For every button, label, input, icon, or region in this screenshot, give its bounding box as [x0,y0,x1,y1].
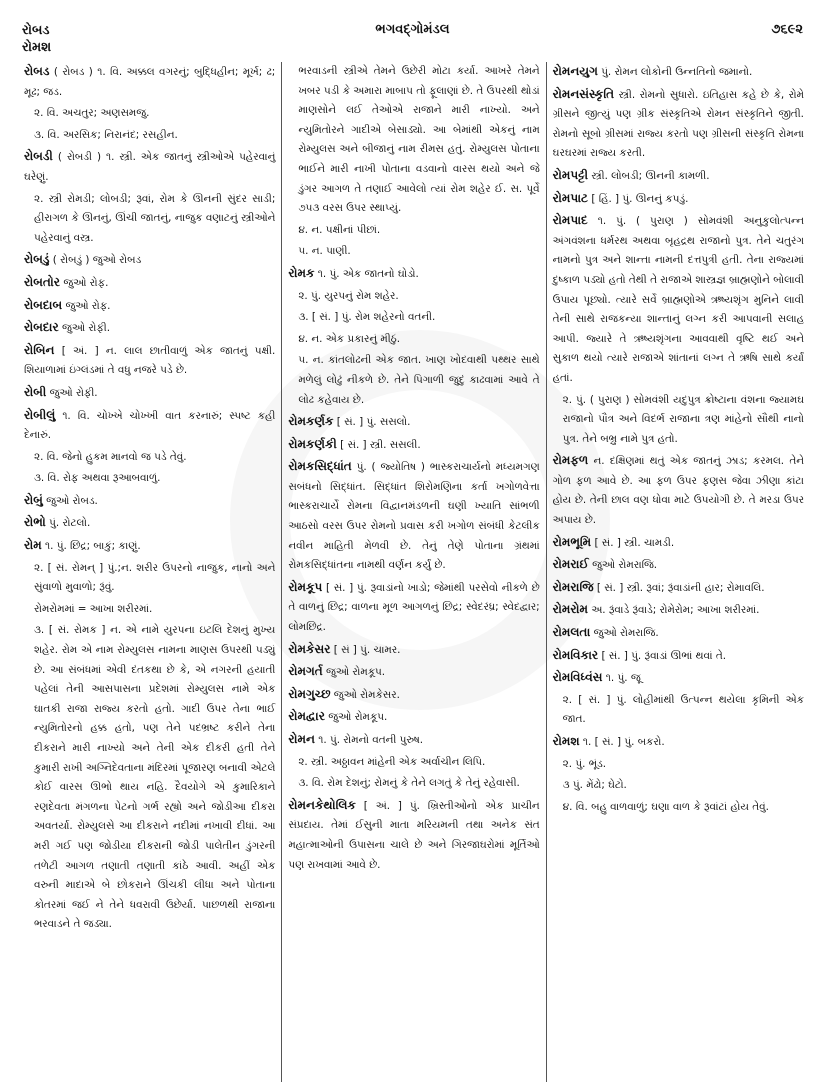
definition-text: [ સં. ] પું. રૂવાડાંનો ખાડો; જેમાંથી પરસેવો નીકળે છે તે વાળનું છિદ્ર; વાળના મૂળ આગળનું છિદ્ર; સ્વેદરંધ્ર; સ્વેદદ્વાર; લોમછિદ્ર. [288,581,540,634]
definition-text: ૨. વિ. અચતુર; અણસમજુ. [34,107,150,120]
entry-sense [288,351,539,410]
headword: રોબડ [24,64,50,78]
definition-text: ૨. વિ. જેનો હુકમ માનવો જ પડે તેવું. [34,450,187,463]
headword: રોમશ [552,734,580,748]
definition-text: ૧. પું. એક જાતનો ઘોડો. [317,267,419,280]
dictionary-entry [553,166,804,187]
headword: રોબદાબ [24,297,63,312]
headword: રોમક [288,265,315,280]
headword: રોમવિધ્વંસ [552,670,603,685]
definition-text: ૧. પું. જૂ [605,672,641,685]
definition-text: ૨. સ્ત્રી. અઠ્ઠાવન માંહેની એક અર્વાચીન લિપિ. [298,755,486,768]
definition-text: જુઓ રોફ. [63,276,109,289]
definition-text: ૨. પું. ( પુરાણ ) સોમવંશી યદુપુત્ર ક્રોષ્ટાના વંશના જ્યામઘ રાજાનો પૌત્ર અને વિદર્ભ રાજાના ત્રણ માંહેનો સૌથી નાનો પુત્ર. તેને બભ્રુ નામે પુત્ર હતો. [562,393,804,445]
dictionary-entry [553,211,804,388]
definition-text: ૧. પું. છિદ્ર; બાકું; કાણું. [45,540,141,553]
headword: રોમકર્ણકી [288,436,337,451]
entry-sense [24,600,275,620]
headword: રોમપાટ [552,190,589,205]
dictionary-entry [288,662,539,683]
dictionary-entry [24,536,275,557]
definition-text: ૧. પું. ( પુરાણ ) સોમવંશી અનુકુલોત્પન્ન અંગવંશના ધર્મરથ અથવા બૃહદ્રથ રાજાનો પુત્ર. તેને ચતુરંગ નામનો પુત્ર અને શાન્તા નામની દત્તપુત્રી હતી. તેના રાજ્યમાં દુષ્કાળ પડ્યો હતો તેથી તે રાજાએ શાસ્ત્રજ્ઞ બ્રાહ્મણોને બોલાવી ઉપાય પૂછ્યો. ત્યારે સર્વે બ્રાહ્મણોએ ઋષ્યશૃંગ મુનિને લાવી તેની સાથે રાજકન્યા શાન્તાનું લગ્ન કરી આપવાની સલાહ આપી. જ્યારે તે ઋષ્યશૃંગના આવવાથી વૃષ્ટિ થઈ અને સુકાળ થયો ત્યારે રાજાએ શાંતાનાં લગ્ન તે ઋષિ સાથે કર્યાં હતાં. [552,215,804,384]
entry-sense [288,753,539,773]
headword: રોબતોર [24,274,61,289]
definition-text: ન. દક્ષિણમાં થતું એક જાતનું ઝાડ; કરમલ. તેને ગોળ ફળ આવે છે. આ ફળ ઉપર ફણસ જેવા ઝીણા કાંટા હોય છે. તેની છાલ વણ ધોવા માટે ઉપયોગી છે. તે મરડા ઉપર અપાય છે. [552,455,804,527]
dictionary-entry [24,513,275,534]
entry-sense [288,62,539,219]
headword: રોબિન [24,342,55,357]
definition-text: [ સં. ] પું. સસલો. [336,416,411,429]
definition-text: જુઓ રોમકૂપ. [328,711,388,724]
definition-text: ૩ પું. મેંઢો; ઘેટો. [562,779,627,792]
dictionary-entry [553,85,804,164]
headword: રોબી [24,384,47,399]
headword: રોમનસંસ્કૃતિ [552,86,615,101]
dictionary-entry [553,533,804,554]
headword: રોબડી [24,149,53,164]
definition-text: ૨. પું. યુરપનું રોમ શહેર. [298,289,399,302]
definition-text: ૪. ન. પક્ષીનાં પીછાં. [298,223,381,236]
definition-text: ૫. ન. પાણી. [298,245,351,258]
definition-text: ૪. વિ. બહુ વાળવાળું; ઘણા વાળ કે રૂવાંટાં હોય તેવું. [562,800,769,813]
page-header [22,22,803,62]
entry-sense [553,798,804,818]
headword: રોમપટ્ટી [552,167,589,182]
guide-word-last: રોમશ [22,40,52,55]
definition-text: ( રોબડી ) ૧. સ્ત્રી. એક જાતનું સ્ત્રીઓએ પહેરવાનું ઘરેણું. [24,151,276,183]
definition-text: ૨. પું. ભૂંડ. [562,757,607,770]
dictionary-entry [24,62,275,102]
headword: રોમગુચ્છ [288,686,331,701]
definition-text: ૩. [ સં. રોમક ] ન. એ નામે યુરપના ઇટલિ દેશનું મુખ્ય શહેર. રોમ એ નામ રોમ્યુલસ નામના માણસ ઉપરથી પડ્યું છે. આ સંબંધમાં એવી દંતકથા છે કે, એ નગરની હયાતી પહેલાં તેની આસપાસના પ્રદેશમાં રોમ્યુલસ નામે એક ઘાતકી રાજા રાજ્ય કરતો હતો. ગાદી ઉપર તેના ભાઈ ન્યુમિતોરનો હક્ક હતો, પણ તેને પદભ્રષ્ટ કરીને તેના દીકરાને મારી નાખ્યો અને તેની એક દીકરી હતી તેને કુમારી રાખી અગ્નિદેવતાના મંદિરમાં પૂજારણ બનાવી એટલે કોઈ વારસ ઊભો થાય નહિ. દૈવયોગે એ કુમારિકાને રણદેવતા મંગળના પેટનો ગર્ભ રહ્યો અને જોડીઆ દીકરા અવતર્યા. રોમ્યુલસે આ દીકરાને નદીમાં નખાવી દીધાં. આ મરી ગઈ પણ જોડીયા દીકરાની જોડી પાલેતીન ડુંગરની તળેટી આગળ તણાતી તણાતી કાંઠે આવી. અહીં એક વરુની માદાએ બે છોકરાને ઊંચકી લીધા અને પોતાના કોતરમાં જઈ ને તેને ધવરાવી ઉછેર્યા. પાછળથી રાજાના ભરવાડને તે જડ્યા. [34,624,276,931]
definition-text: [ અં. ] ન. લાલ છાતીવાળું એક જાતનું પક્ષી. શિયાળામાં ઇંગ્લંડમાં તે વધુ નજરે પડે છે. [24,344,276,377]
entry-sense [24,559,275,598]
definition-text: ૨. [ સં. ] પું. લોહીમાંથી ઉત્પન્ન થયેલા કૃમિની એક જાત. [562,693,804,726]
headword: રોમલતા [552,625,591,640]
dictionary-entry [553,600,804,621]
entry-sense [288,221,539,241]
headword: રોમરાજિ [552,579,594,594]
headword: રોમદ્વાર [288,709,325,724]
entry-sense [24,621,275,935]
headword: રોમનકેથોલિક [288,797,356,812]
definition-text: પું. રોમન લોકોની ઉન્નતિનો જમાનો. [601,66,753,78]
entry-sense [288,287,539,307]
dictionary-entry [288,640,539,661]
dictionary-entry [553,732,804,753]
dictionary-entry [24,147,275,187]
definition-text: ( રોબડું ) જુઓ રોબડ [52,254,142,267]
definition-text: ૪. ન. એક પ્રકારનું મીઠું. [298,332,401,345]
headword: રોમન [288,732,315,746]
dictionary-entry [288,707,539,728]
definition-text: જુઓ રોફ. [65,299,111,312]
dictionary-entry [24,250,275,271]
definition-text: ૧. [ સં. ] પું. બકરો. [582,736,665,748]
entry-sense [24,104,275,124]
dictionary-entry [553,555,804,576]
entry-sense [553,391,804,450]
definition-text: [ હિં. ] પું. ઊનનું કપડું. [591,192,689,205]
dictionary-entry [288,685,539,706]
definition-text: ૩. વિ. રોમ દેશનું; રોમનું કે તેને લગતું કે તેનું રહેવાસી. [298,777,520,790]
headword: રોમનયુગ [552,64,598,78]
headword: રોભો [24,515,46,530]
definition-text: ૨. સ્ત્રી રોમડી; લોબડી; રૂવાં, રોમ કે ઊનની સુંદર સાડી; હીરાગળ કે ઊનનું, ઊંચી જાતનું, નાજુક વણાટનું સ્ત્રીઓને પહેરવાનું વસ્ત્ર. [34,192,276,244]
dictionary-entry [288,730,539,751]
definition-text: ૩. [ સં. ] પું. રોમ શહેરનો વતની. [298,311,436,324]
dictionary-entry [553,451,804,530]
dictionary-entry [288,435,539,456]
dictionary-entry [24,318,275,339]
dictionary-entry [288,796,539,875]
column-1 [18,62,281,1082]
definition-text: [ સં. ] સ્ત્રી. ચામડી. [594,536,675,549]
dictionary-entry [288,457,539,576]
dictionary-entry [553,646,804,667]
headword: રોમરોમ [552,602,589,617]
definition-text: [ અં. ] પું. ખ્રિસ્તીઓનો એક પ્રાચીન સંપ્રદાય. તેમાં ઈસુની માતા મરિયમની તથા અનેક સંત મહાત્માઓની ઉપાસના ચાલે છે અને ગિરજાઘરોમાં મૂર્તિઓ પણ રાખવામાં આવે છે. [288,799,540,871]
entry-sense [553,755,804,775]
headword: રોમકસિદ્ધાંત [288,459,352,474]
definition-text: ( રોબડ ) ૧. વિ. અક્કલ વગરનું; બુદ્ધિહીન; મૂર્ખ; ઢ; મૂઢ; જડ. [24,66,276,98]
column-3 [546,62,810,1082]
definition-text: પું. ( જ્યોતિષ ) ભાસ્કરાચાર્યનો મધ્યમગણ સબંધનો સિદ્ધાંત. સિદ્ધાંત શિરોમણિના કર્તા ખગોળવેત્તા ભાસ્કરાચાર્યે રોમના વિદ્વાનમંડળની ઘણી ખ્યાતિ સાંભળી આઠસો વરસ ઉપર રોમનો પ્રવાસ કરી ખગોળ સંબંધી કેટલીક નવીન માહિતી મેળવી છે. તેનું તેણે પોતાના ગ્રંથમાં રોમકસિદ્ધાંતના નામથી વર્ણન કર્યું છે. [288,461,540,572]
definition-text: [ સં. ] સ્ત્રી. રૂવાં; રૂંવાડાંની હાર; રોમાવલિ. [596,581,765,594]
dictionary-entry [24,341,275,381]
dictionary-entry [553,62,804,83]
dictionary-entry [288,264,539,285]
entry-sense [288,330,539,350]
headword: રોમભૂમિ [552,534,592,549]
headword: રોમવિકાર [552,647,599,662]
dictionary-entry [24,491,275,512]
headword: રોમકર્ણક [288,414,334,429]
headword: રોબડું [24,252,50,267]
dictionary-entry [553,189,804,210]
entry-sense [24,126,275,146]
definition-text: રોમરોમમાં = આખા શરીરમાં. [34,602,153,615]
definition-text: જુઓ રોફી. [62,322,111,335]
dictionary-entry [553,668,804,689]
definition-text: જુઓ રોમકૂપ. [326,666,386,679]
definition-text: જુઓ રોમરાજિ. [593,627,659,640]
definition-text: ૩. વિ. રોફ અથવા રૂઆબવાળું. [34,472,161,485]
entry-sense [553,776,804,796]
headword: રોમફળ [552,453,589,468]
dictionary-entry [24,296,275,317]
dictionary-columns [18,62,810,1082]
headword: રોમપાદ [552,213,588,228]
entry-sense [553,691,804,730]
definition-text: ૧. પું. રોમનો વતની પુરુષ. [318,734,424,746]
dictionary-entry [24,273,275,294]
definition-text: જુઓ રોબડ. [46,494,98,507]
entry-sense [288,308,539,328]
headword: રોમકૂપ [288,579,323,594]
definition-text: અ. રૂંવાડે રૂંવાડે; રોમેરોમ; આખા શરીરમાં. [591,604,760,617]
entry-sense [24,469,275,489]
headword: રોબદાર [24,320,59,335]
definition-text: [ સં. ] પું. રૂંવાડાં ઊભાં થવાં તે. [601,649,727,662]
entry-sense [288,774,539,794]
dictionary-entry [288,578,539,638]
entry-sense [24,448,275,468]
headword: રોબીલું [24,407,56,422]
dictionary-entry [24,383,275,404]
entry-sense [24,190,275,249]
entry-sense [288,242,539,262]
definition-text: સ્ત્રી. લોબડી; ઊનની કામળી. [591,169,710,182]
definition-text: ૨. [ સં. રોમન્ ] પું.;ન. શરીર ઉપરનો નાજુક, નાનો અને સુંવાળો મુવાળો; રૂંવું. [34,561,276,594]
definition-text: જુઓ રોમરાજિ. [592,559,658,572]
definition-text: [ સં. ] સ્ત્રી. સસલી. [340,438,421,451]
headword: રોબું [24,492,43,507]
definition-text: ભરવાડની સ્ત્રીએ તેમને ઉછેરી મોટા કર્યા. આખરે તેમને ખબર પડી કે અમારા માબાપ તો ફૂલાણાં છે. તે ઉપરથી થોડાં માણસોને લઈ તેઓએ રાજાને મારી નાખ્યો. અને ન્યુમિતોરને ગાદીએ બેસાડ્યો. આ બેમાંથી એકનું નામ રોમ્યુલસ અને બીજાનું નામ રીમસ હતું. રોમ્યુલસ પોતાના ભાઈને મારી નાખી પોતાના વડવાનો વારસ થયો અને જે ડુંગર આગળ તે તણાઈ આવેલો ત્યાં રોમ શહેર ઈ. સ. પૂર્વે ૭૫૩ વરસ ઉપર સ્થાપ્યું. [298,65,540,215]
definition-text: જુઓ રોફી. [49,386,98,399]
book-title: ભગવદ્ગોમંડલ [375,22,450,37]
page-number: ૭૬૯૨ [771,22,803,37]
definition-text: ૫. ન. કાંતલોઢની એક જાત. ખાણ ખોદવાથી પથ્થર સાથે મળેલું લોઢું નીકળે છે. તેને પિગાળી જુદું કાઢવામાં આવે તે લોઢ કહેવાય છે. [298,354,540,406]
headword: રોમ [24,538,42,553]
definition-text: [ સં ] પું. ચામર. [333,643,401,656]
definition-text: સ્ત્રી. રોમનો સુધારો. ઇતિહાસ કહે છે કે, રોમે ગ્રીસને જીત્યું પણ ગ્રીક સંસ્કૃતિએ રોમન સંસ્કૃતિને જીતી. રોમનો સૂબો ગ્રીસમાં રાજ્ય કરતો પણ ગ્રીસની સંસ્કૃતિ રોમના ઘરઘરમાં રાજ્ય કરતી. [552,88,804,160]
headword: રોમકેસર [288,641,331,656]
definition-text: ૧. વિ. ચોખ્ખે ચોખ્ખી વાત કરનારું; સ્પષ્ટ કહી દેનારું. [24,409,276,442]
headword: રોમગર્ત [288,664,323,679]
column-2 [281,62,545,1082]
definition-text: પું. રોટલો. [49,517,91,530]
dictionary-entry [288,412,539,433]
dictionary-entry [553,623,804,644]
dictionary-entry [24,406,275,446]
headword: રોમરાઈ [552,557,589,572]
definition-text: ૩. વિ. અરસિક; નિરાનંદ; રસહીન. [34,128,178,141]
guide-word-first: રોબડ [22,23,50,38]
dictionary-entry [553,578,804,599]
definition-text: જુઓ રોમકેસર. [333,688,400,701]
